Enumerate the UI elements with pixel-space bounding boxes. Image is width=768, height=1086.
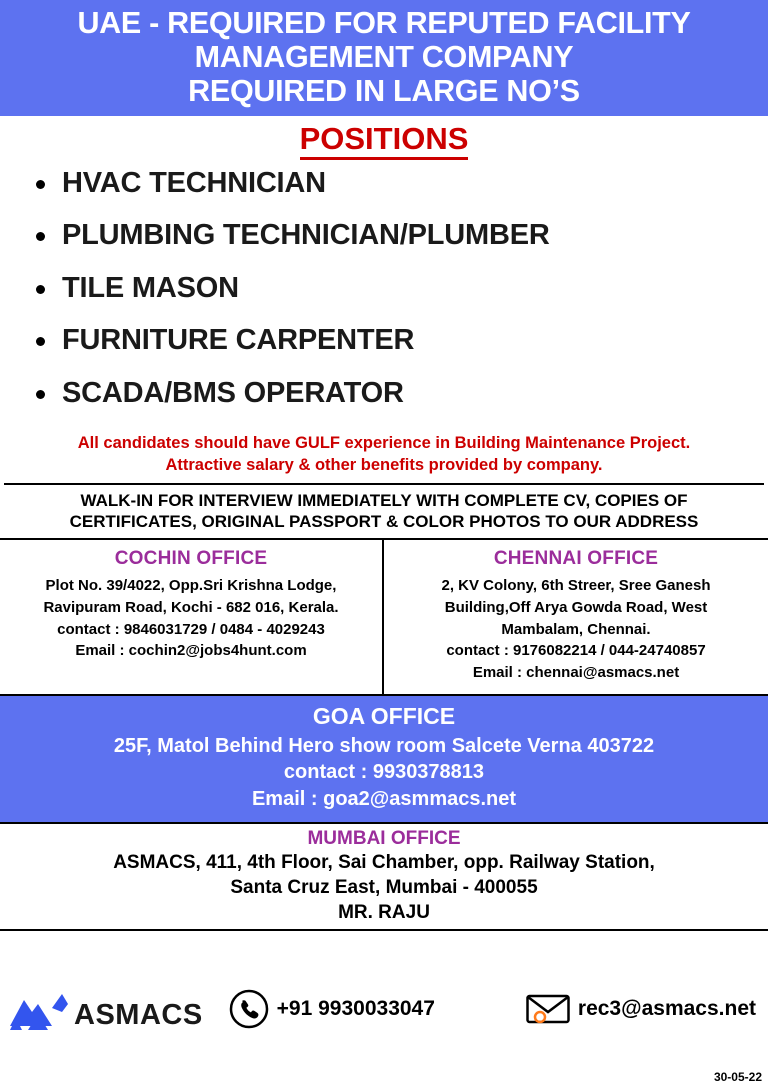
office-title: CHENNAI OFFICE [493, 548, 659, 570]
office-address-line-3: Mambalam, Chennai. [501, 620, 651, 638]
office-mumbai [0, 822, 768, 931]
office-email: Email : goa2@asmmacs.net [251, 787, 517, 810]
eligibility-note-line-2: Attractive salary & other benefits provided by company. [165, 456, 603, 475]
positions-section [0, 116, 768, 162]
poster-header [0, 0, 768, 116]
office-details [6, 733, 762, 812]
office-address-line-1: 2, KV Colony, 6th Streer, Sree Ganesh [441, 577, 711, 595]
phone-number: +91 9930033047 [276, 996, 435, 1020]
eligibility-notes [0, 430, 768, 483]
phone-icon [229, 989, 269, 1029]
header-line-3: REQUIRED IN LARGE NO’S [188, 74, 580, 109]
office-address-line-1: ASMACS, 411, 4th Floor, Sai Chamber, opp. Railway Station, [113, 852, 655, 874]
office-contact: contact : 9176082214 / 044-24740857 [446, 642, 706, 660]
office-details [6, 851, 762, 925]
office-goa [0, 696, 768, 822]
office-details [392, 575, 760, 684]
office-title: MUMBAI OFFICE [307, 828, 461, 850]
office-title: COCHIN OFFICE [114, 548, 268, 570]
email-address: rec3@asmacs.net [577, 996, 756, 1020]
office-address-line-1: 25F, Matol Behind Hero show room Salcete Verna 403722 [113, 734, 655, 757]
list-item: FURNITURE CARPENTER [30, 325, 768, 355]
header-line-2: MANAGEMENT COMPANY [194, 40, 574, 75]
office-address-line-2: Santa Cruz East, Mumbai - 400055 [230, 876, 538, 898]
office-details [8, 575, 374, 662]
office-contact-person: MR. RAJU [338, 901, 430, 923]
brand-logo [8, 986, 203, 1032]
footer-phone [229, 989, 435, 1029]
header-line-1: UAE - REQUIRED FOR REPUTED FACILITY [77, 6, 691, 40]
walkin-line-1: WALK-IN FOR INTERVIEW IMMEDIATELY WITH COMPLETE CV, COPIES OF [80, 490, 688, 510]
offices-row [0, 538, 768, 696]
office-email: Email : chennai@asmacs.net [472, 664, 680, 682]
office-email: Email : cochin2@jobs4hunt.com [75, 642, 307, 660]
walkin-instructions [0, 485, 768, 539]
office-chennai [384, 540, 768, 694]
poster-footer [0, 931, 768, 1086]
footer-email [526, 993, 756, 1025]
email-icon [526, 993, 570, 1025]
office-contact: contact : 9846031729 / 0484 - 4029243 [57, 620, 325, 638]
date-stamp: 30-05-22 [713, 1070, 762, 1084]
office-address-line-2: Ravipuram Road, Kochi - 682 016, Kerala. [43, 598, 339, 616]
eligibility-note-line-1: All candidates should have GULF experience in Building Maintenance Project. [77, 434, 691, 453]
office-contact: contact : 9930378813 [283, 761, 485, 784]
positions-title: POSITIONS [300, 123, 469, 160]
list-item: TILE MASON [30, 273, 768, 303]
office-address-line-2: Building,Off Arya Gowda Road, West [444, 598, 708, 616]
mountain-logo-icon [8, 986, 70, 1032]
list-item: PLUMBING TECHNICIAN/PLUMBER [30, 220, 768, 250]
office-title: GOA OFFICE [312, 702, 456, 729]
brand-name: ASMACS [74, 998, 203, 1031]
list-item: HVAC TECHNICIAN [30, 168, 768, 198]
positions-list [0, 168, 768, 430]
office-cochin [0, 540, 384, 694]
list-item: SCADA/BMS OPERATOR [30, 378, 768, 408]
office-address-line-1: Plot No. 39/4022, Opp.Sri Krishna Lodge, [45, 577, 337, 595]
walkin-line-2: CERTIFICATES, ORIGINAL PASSPORT & COLOR PHOTOS TO OUR ADDRESS [69, 511, 699, 531]
